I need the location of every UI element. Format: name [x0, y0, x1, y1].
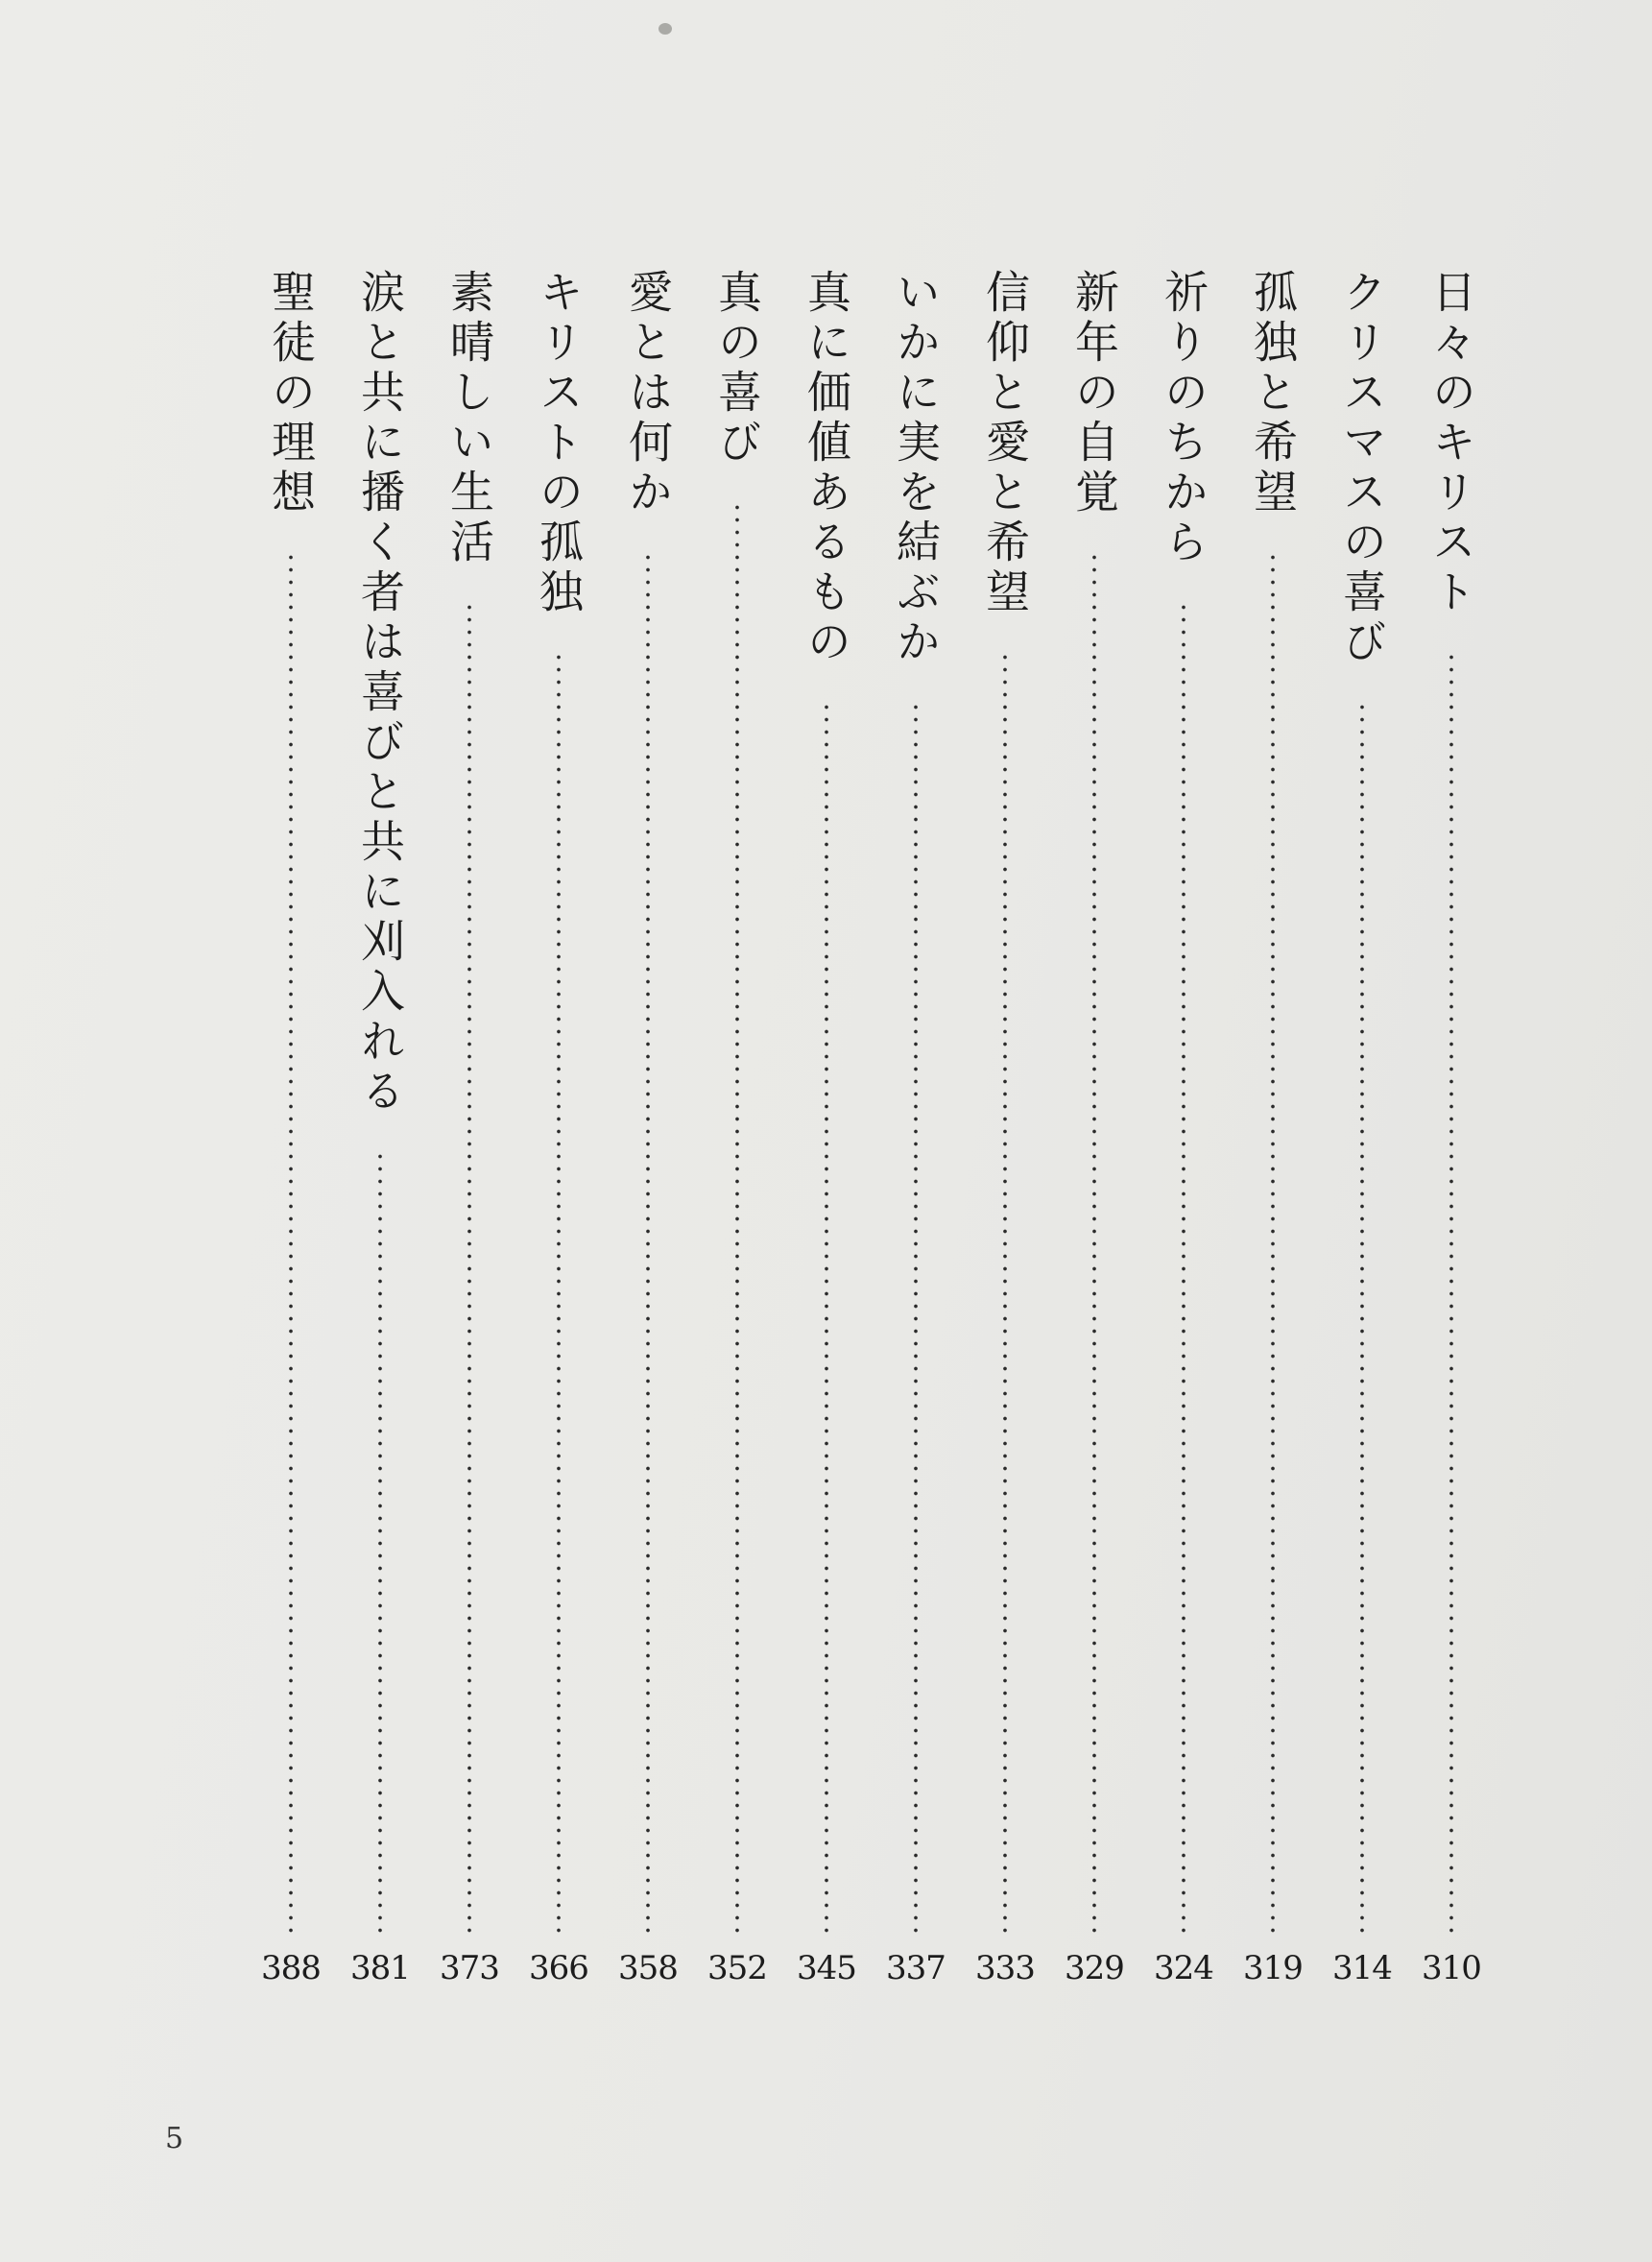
- dot-leader: [1003, 651, 1007, 1939]
- dot-leader: [1449, 651, 1453, 1939]
- dot-leader: [1360, 701, 1364, 1939]
- toc-entry-title: 素晴しい生活: [443, 269, 495, 568]
- toc-entry-title: 信仰と愛と希望: [979, 269, 1031, 618]
- toc-entry: [971, 269, 1039, 2007]
- toc-entry: [525, 269, 592, 2007]
- toc-entry-page: 373: [440, 1949, 499, 1987]
- toc-entry-page: 319: [1243, 1949, 1303, 1987]
- toc-entry: [614, 269, 682, 2007]
- paper-speck: [658, 23, 672, 35]
- toc-entry-page: 352: [707, 1949, 767, 1987]
- dot-leader: [1182, 601, 1185, 1939]
- toc-entry: [347, 269, 414, 2007]
- dot-leader: [1092, 551, 1096, 1939]
- toc-entry-title: 聖徒の理想: [265, 269, 317, 518]
- page-number: 5: [165, 2122, 184, 2155]
- toc-entry-page: 310: [1422, 1949, 1481, 1987]
- toc-entry-title: 涙と共に播く者は喜びと共に刈入れる: [354, 269, 406, 1118]
- toc-entry-title: キリストの孤独: [533, 269, 585, 618]
- toc-entry-title: 愛とは何か: [622, 269, 674, 518]
- toc-entry-page: 324: [1154, 1949, 1213, 1987]
- dot-leader: [735, 501, 739, 1939]
- toc-entry: [1418, 269, 1485, 2007]
- toc-entry-page: 337: [886, 1949, 946, 1987]
- dot-leader: [289, 551, 293, 1939]
- dot-leader: [914, 701, 918, 1939]
- toc-entry-page: 329: [1065, 1949, 1124, 1987]
- toc-entry: [704, 269, 771, 2007]
- toc-entry-title: 真に価値あるもの: [801, 269, 852, 668]
- toc-entry: [793, 269, 860, 2007]
- toc-entry-title: 新年の自覚: [1068, 269, 1120, 518]
- toc-entry-page: 381: [350, 1949, 410, 1987]
- toc-entry: [882, 269, 949, 2007]
- dot-leader: [1271, 551, 1275, 1939]
- toc-entry: [1329, 269, 1396, 2007]
- toc-entry-page: 314: [1332, 1949, 1392, 1987]
- toc-entry: [436, 269, 503, 2007]
- toc-entry-page: 358: [618, 1949, 678, 1987]
- toc-entry-page: 388: [261, 1949, 321, 1987]
- toc-entry-title: 日々のキリスト: [1425, 269, 1477, 618]
- dot-leader: [467, 601, 471, 1939]
- toc-entry-title: 孤独と希望: [1247, 269, 1299, 518]
- toc-entry: [257, 269, 324, 2007]
- dot-leader: [378, 1150, 382, 1939]
- toc-entry-title: いかに実を結ぶか: [890, 269, 942, 668]
- toc-entry-page: 366: [529, 1949, 588, 1987]
- dot-leader: [646, 551, 650, 1939]
- dot-leader: [557, 651, 561, 1939]
- toc-entry: [1239, 269, 1306, 2007]
- toc-entry-title: 真の喜び: [711, 269, 763, 469]
- toc-entry: [1061, 269, 1128, 2007]
- toc-entry-page: 345: [797, 1949, 856, 1987]
- dot-leader: [825, 701, 828, 1939]
- toc-entry: [1150, 269, 1217, 2007]
- toc-entry-title: クリスマスの喜び: [1336, 269, 1388, 668]
- toc-entry-page: 333: [975, 1949, 1035, 1987]
- toc-entry-title: 祈りのちから: [1158, 269, 1209, 568]
